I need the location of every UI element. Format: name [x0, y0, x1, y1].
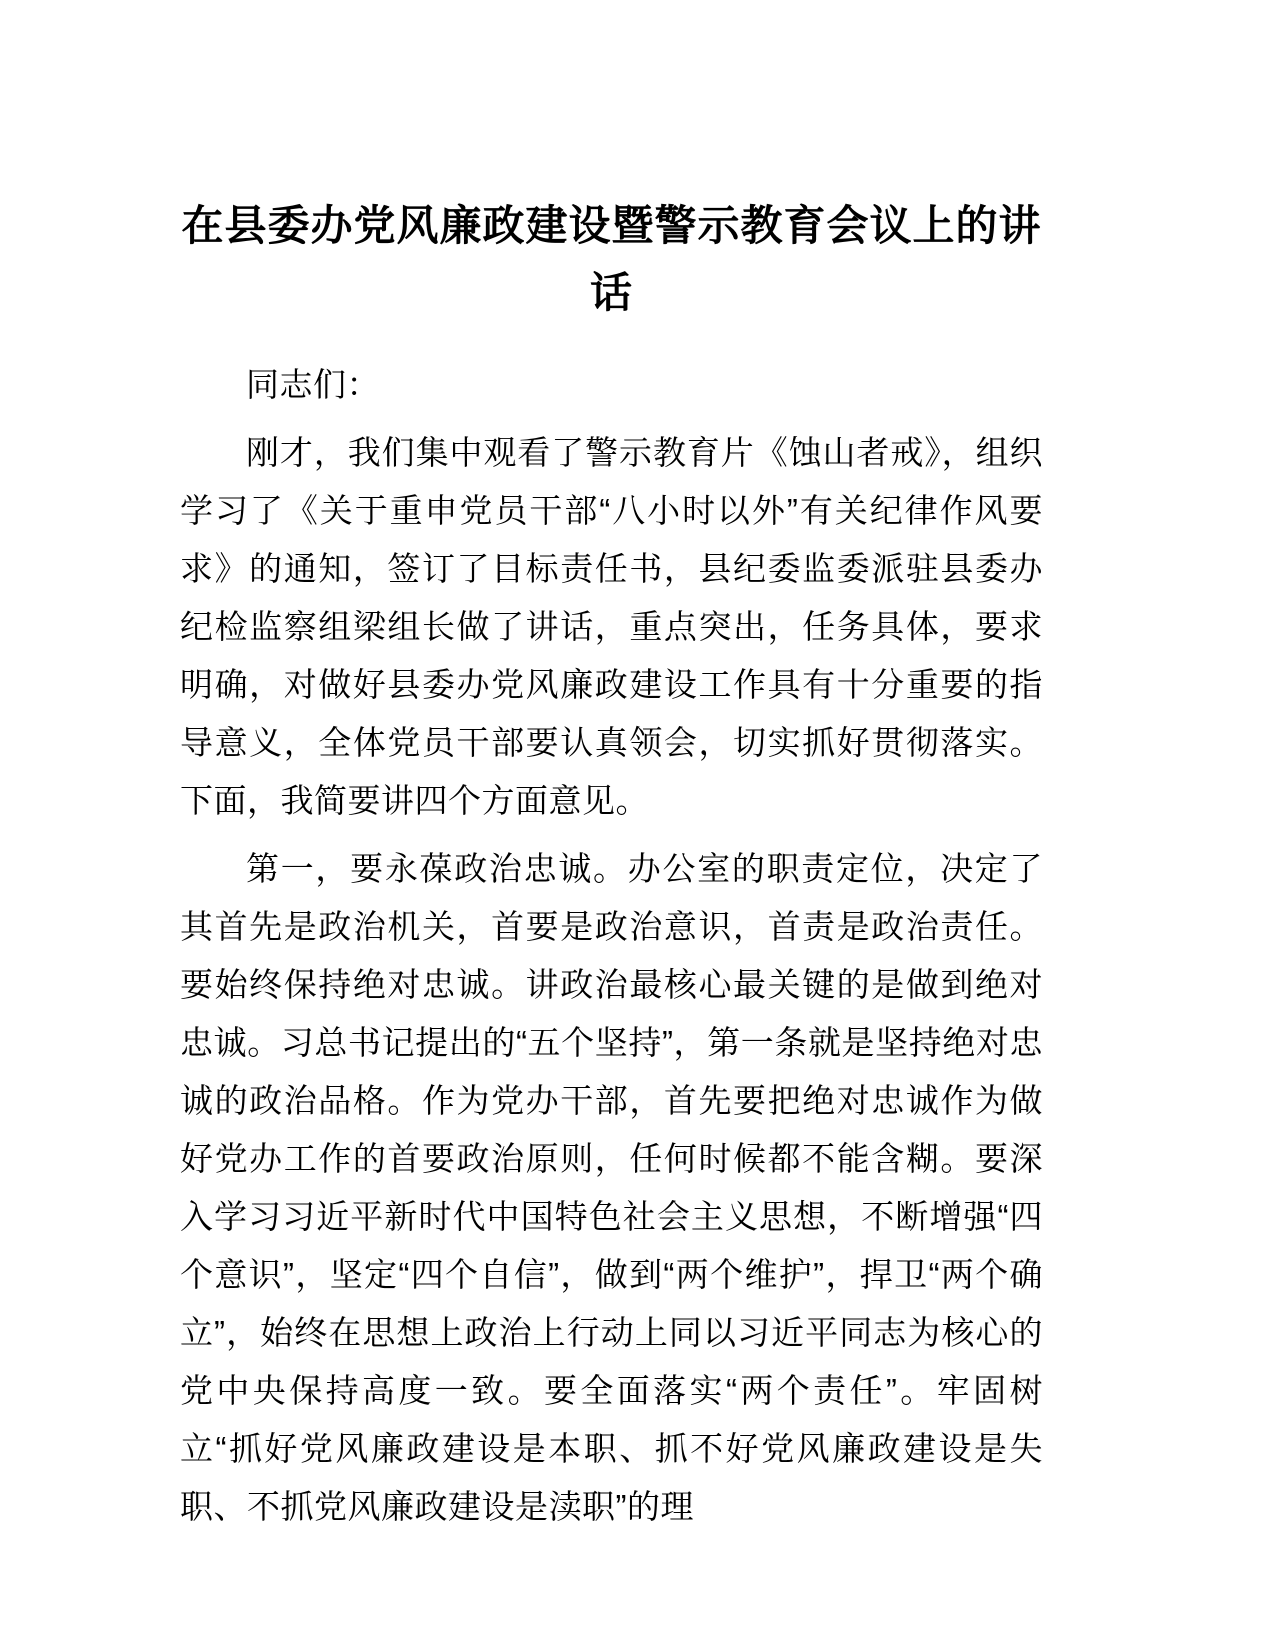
- paragraph-intro: 刚才，我们集中观看了警示教育片《蚀山者戒》，组织学习了《关于重申党员干部“八小时以外”有关纪律作风要求》的通知，签订了目标责任书，县纪委监委派驻县委办纪检监察组梁组长做了讲话，重点突出，任务具体，要求明确，对做好县委办党风廉政建设工作具有十分重要的指导意义，全体党员干部要认真领会，切实抓好贯彻落实。下面，我简要讲四个方面意见。: [180, 434, 1043, 820]
- document-title: 在县委办党风廉政建设暨警示教育会议上的讲话: [181, 202, 1042, 317]
- paragraph-salutation: 同志们：: [246, 366, 380, 404]
- paragraph-point-one: 第一，要永葆政治忠诚。办公室的职责定位，决定了其首先是政治机关，首要是政治意识，首责是政治责任。要始终保持绝对忠诚。讲政治最核心最关键的是做到绝对忠诚。习总书记提出的“五个坚持”，第一条就是坚持绝对忠诚的政治品格。作为党办干部，首先要把绝对忠诚作为做好党办工作的首要政治原则，任何时候都不能含糊。要深入学习习近平新时代中国特色社会主义思想，不断增强“四个意识”，坚定“四个自信”，做到“两个维护”，捍卫“两个确立”，始终在思想上政治上行动上同以习近平同志为核心的党中央保持高度一致。要全面落实“两个责任”。牢固树立“抓好党风廉政建设是本职、抓不好党风廉政建设是失职、不抓党风廉政建设是渎职”的理: [180, 850, 1043, 1526]
